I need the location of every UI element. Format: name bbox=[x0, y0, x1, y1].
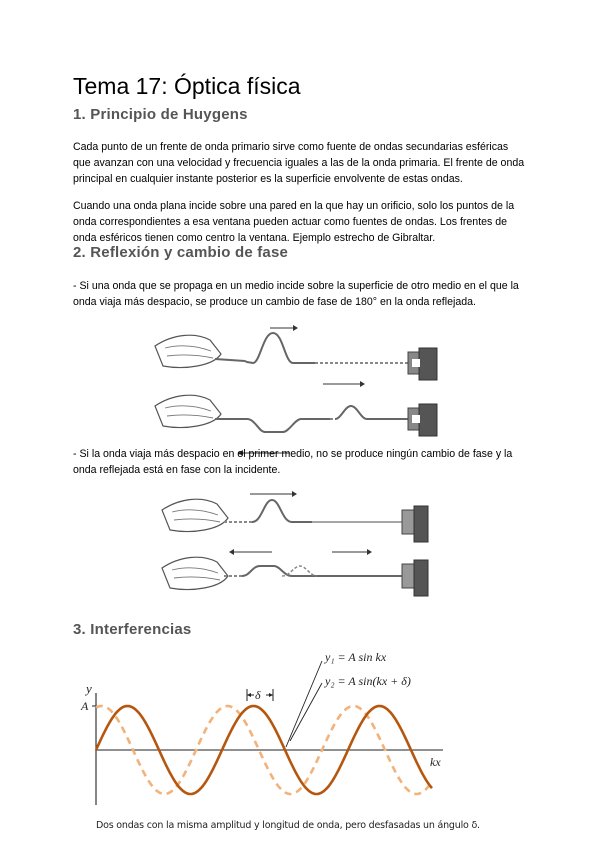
section-heading-huygens: 1. Principio de Huygens bbox=[73, 106, 248, 123]
hand-icon bbox=[162, 499, 228, 531]
paragraph-huygens-2: Cuando una onda plana incide sobre una pared en la que hay un orificio, solo los puntos de la onda correspondientes a esa ventana pueden actuar como fuentes de ondas. Los frentes de onda esféricos tienen como centro la ventana. Ejemplo estrecho de Gibraltar. bbox=[73, 200, 515, 245]
incident-pulse-row bbox=[162, 491, 428, 542]
hand-icon bbox=[155, 335, 221, 367]
incident-pulse bbox=[252, 500, 312, 522]
x-axis-label: kx bbox=[430, 755, 441, 769]
equation-y1: y₁ = A sin kx bbox=[325, 650, 387, 664]
string-reflection-fixed-end-illustration bbox=[155, 318, 440, 443]
eq2-leader bbox=[290, 683, 322, 741]
section-heading-reflection: 2. Reflexión y cambio de fase bbox=[73, 244, 289, 261]
reflected-pulse-row bbox=[155, 381, 437, 456]
figure-caption: Dos ondas con la misma amplitud y longitud de onda, pero desfasadas un ángulo δ. bbox=[96, 820, 480, 831]
page-title: Tema 17: Óptica física bbox=[73, 73, 301, 99]
delta-label: δ bbox=[255, 688, 261, 702]
equation-y2: y₂ = A sin(kx + δ) bbox=[325, 674, 411, 688]
string-reflection-free-end-illustration bbox=[162, 488, 437, 600]
hand-icon bbox=[162, 557, 228, 589]
paragraph-huygens-1: Cada punto de un frente de onda primario sirve como fuente de ondas secundarias esféricas que avanzan con una velocidad y frecuencia iguales a las de la onda primaria. El frente de onda principal en cualquier instante posterior es la superficie envolvente de estas ondas. bbox=[73, 141, 525, 186]
incident-pulse-row bbox=[155, 325, 437, 380]
paragraph-reflection-1: - Si una onda que se propaga en un medio incide sobre la superficie de otro medio en el que la onda viaja más despacio, se produce un cambio de fase de 180° en la onda reflejada. bbox=[73, 280, 519, 309]
hand-icon bbox=[155, 395, 221, 427]
reflected-pulse-row bbox=[162, 549, 428, 596]
interference-figure bbox=[78, 645, 448, 810]
incident-pulse bbox=[245, 333, 315, 363]
inverted-pulse bbox=[247, 419, 330, 432]
eq1-leader bbox=[286, 661, 322, 747]
amplitude-label: A bbox=[81, 699, 89, 713]
upright-pulse bbox=[242, 566, 402, 576]
y-axis-label: y bbox=[86, 681, 92, 696]
paragraph-reflection-2: - Si la onda viaja más despacio en el primer medio, no se produce ningún cambio de fase y la onda reflejada está en fase con la incidente. bbox=[73, 448, 513, 477]
section-heading-interference: 3. Interferencias bbox=[73, 621, 192, 638]
